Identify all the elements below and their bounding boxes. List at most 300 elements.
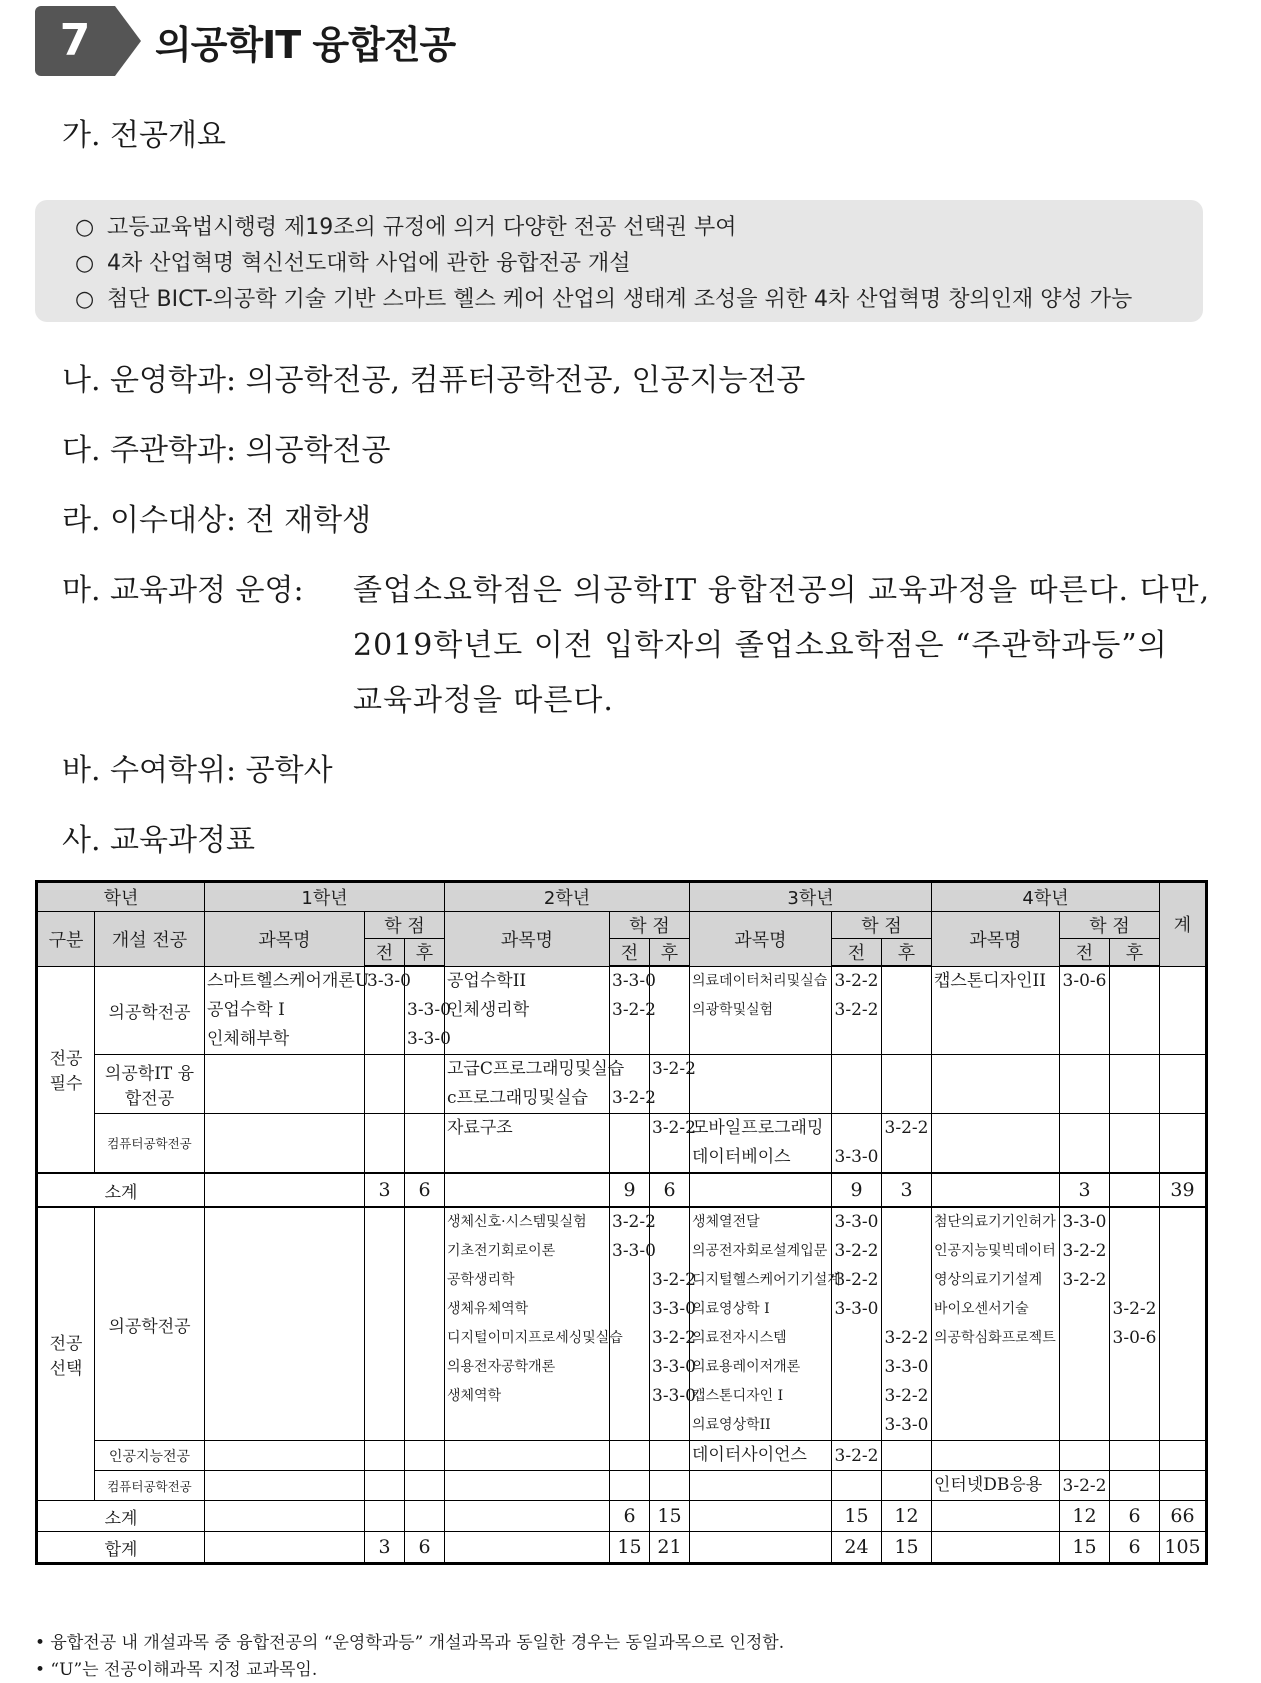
credit-cell: 6 (650, 1173, 690, 1207)
credit-line (834, 1025, 879, 1054)
credit-cell (882, 966, 932, 1055)
credit-line (612, 1295, 647, 1324)
course-line: 데이터베이스 (692, 1147, 791, 1167)
credit-cell: 21 (650, 1532, 690, 1564)
credit-cell (650, 1441, 690, 1471)
credit-cell (365, 1207, 405, 1441)
course-line: 의공학심화프로젝트 (934, 1330, 1056, 1346)
overview-item (75, 210, 737, 241)
course-line: 첨단의료기기인허가 (934, 1214, 1056, 1230)
course-line: 인체생리학 (447, 999, 530, 1020)
sem2-header: 후 (650, 939, 690, 967)
credit-line (652, 1237, 687, 1266)
credit-cell (650, 1114, 696, 1174)
credit-cell (1110, 966, 1160, 1055)
course-line: 인공지능및빅데이터 (934, 1243, 1056, 1259)
dept-cell: 의공학전공 (95, 1207, 205, 1441)
curriculum-table (35, 880, 1208, 1565)
total-cell: 105 (1160, 1532, 1207, 1564)
course-cell (932, 1207, 1060, 1441)
credit-line: 3-3-0 (407, 1000, 451, 1020)
course-line: 캡스톤디자인 I (692, 1388, 784, 1404)
credit-cell (610, 966, 656, 1055)
total-header: 계 (1160, 882, 1207, 967)
credit-line (884, 1025, 929, 1054)
course-line: c프로그래밍및실습 (447, 1088, 588, 1108)
credit-line (1112, 1353, 1157, 1382)
year3-header: 3학년 (690, 882, 932, 912)
credit-line (652, 1025, 687, 1054)
credit-line (1112, 1411, 1157, 1440)
credit-line: 3-2-2 (834, 1241, 879, 1261)
credit-line (834, 1353, 879, 1382)
footnote: • 융합전공 내 개설과목 중 융합전공의 “운영학과등” 개설과목과 동일한 경우는 동일과목으로 인정함. (35, 1633, 785, 1653)
credit-cell (405, 1471, 445, 1501)
credit-line (884, 1237, 929, 1266)
credit-line: 3-2-2 (652, 1118, 696, 1138)
credit-cell (1060, 1114, 1110, 1174)
credit-line: 3-2-2 (652, 1059, 696, 1079)
credit-cell: 6 (405, 1532, 445, 1564)
credit-line (612, 1143, 647, 1172)
course-line: 의공전자회로설계입문 (692, 1243, 828, 1259)
course-cell (690, 1114, 832, 1174)
credit-line: 3-2-2 (834, 1270, 879, 1290)
credit-cell: 12 (882, 1501, 932, 1532)
credit-line (407, 967, 442, 996)
course-cell (445, 1207, 623, 1441)
credit-cell (832, 1055, 882, 1114)
credit-line: 3-3-0 (367, 971, 411, 991)
course-line: 생체역학 (447, 1388, 502, 1404)
chapter-number-badge: 7 (35, 6, 115, 76)
header-row (37, 912, 1207, 939)
credit-line (1112, 967, 1157, 996)
credit-cell (650, 1471, 690, 1501)
credit-cell (832, 1114, 882, 1174)
course-cell (445, 1114, 610, 1174)
credit-cell: 3 (365, 1173, 405, 1207)
credit-cell: 3-2-2 (832, 1441, 882, 1471)
total-cell (1160, 1441, 1207, 1471)
credit-line: 3-2-2 (884, 1328, 929, 1348)
credit-cell (365, 966, 411, 1055)
course-line: 고급C프로그래밍및실습 (447, 1059, 625, 1079)
credit-line (1062, 1324, 1107, 1353)
course-cell (205, 966, 370, 1055)
course-line: 인체해부학 (207, 1028, 290, 1049)
course-cell (690, 1501, 832, 1532)
credit-line (1062, 1353, 1107, 1382)
course-cell (932, 966, 1060, 1055)
credit-cell: 15 (610, 1532, 650, 1564)
course-cell: 인터넷DB응용 (932, 1471, 1060, 1501)
table-row (37, 1471, 1207, 1501)
sem1-header: 전 (610, 939, 650, 967)
section-operating-depts: 나. 운영학과: 의공학전공, 컴퓨터공학전공, 인공지능전공 (62, 363, 806, 398)
subtotal-label: 소계 (37, 1501, 205, 1532)
header-row (37, 882, 1207, 912)
table-row (37, 1055, 1207, 1114)
sem1-header: 전 (365, 939, 405, 967)
overview-item (75, 282, 1132, 313)
course-line: 디지털헬스케어기기설계 (692, 1272, 841, 1288)
credit-cell (405, 1501, 445, 1532)
credit-line: 3-2-2 (652, 1270, 696, 1290)
overview-box (35, 200, 1203, 322)
credit-line: 3-2-2 (1112, 1299, 1157, 1319)
credit-line: 3-3-0 (1062, 1212, 1107, 1232)
course-cell (205, 1532, 365, 1564)
credit-line (834, 1324, 879, 1353)
circle-bullet-icon: ○ (75, 215, 95, 240)
section-degree: 바. 수여학위: 공학사 (62, 753, 333, 788)
course-cell (932, 1114, 1060, 1174)
credit-line: 3-3-0 (834, 1299, 879, 1319)
course-cell: 데이터사이언스 (690, 1441, 832, 1471)
credit-line: 3-2-2 (1062, 1270, 1107, 1290)
course-line: 캡스톤디자인II (934, 970, 1046, 991)
credit-line (367, 1025, 402, 1054)
credit-line: 3-3-0 (612, 1241, 656, 1261)
course-line (934, 1382, 1057, 1411)
credit-cell (610, 1441, 650, 1471)
total-row (37, 1532, 1207, 1564)
credit-cell (1110, 1441, 1160, 1471)
course-line: 공업수학II (447, 970, 527, 991)
overview-item-text: 4차 산업혁명 혁신선도대학 사업에 관한 융합전공 개설 (107, 251, 631, 276)
course-line (447, 1025, 607, 1054)
credit-cell: 6 (610, 1501, 650, 1532)
credit-cell: 3 (365, 1532, 405, 1564)
credit-cell: 15 (1060, 1532, 1110, 1564)
credit-line (1112, 996, 1157, 1025)
sem1-header: 전 (832, 939, 882, 967)
circle-bullet-icon: ○ (75, 251, 95, 276)
credit-line: 3-2-2 (612, 1212, 656, 1232)
credit-line: 3-3-0 (884, 1415, 929, 1435)
subtotal-label: 소계 (37, 1173, 205, 1207)
badge-arrow-icon (115, 6, 141, 76)
credit-line: 3-2-2 (884, 1118, 929, 1138)
course-cell (690, 1173, 832, 1207)
course-line: 의료데이터처리및실습 (692, 972, 828, 989)
table-row (37, 966, 1207, 1055)
total-cell: 39 (1160, 1173, 1207, 1207)
credit-cell (882, 1207, 932, 1441)
credit-line (612, 1114, 647, 1143)
credit-line (612, 1025, 647, 1054)
subtotal-row (37, 1173, 1207, 1207)
course-line (447, 1143, 607, 1172)
total-cell: 66 (1160, 1501, 1207, 1532)
credit-cell (832, 1207, 882, 1441)
credit-line: 3-3-0 (884, 1357, 929, 1377)
year4-header: 4학년 (932, 882, 1160, 912)
credit-cell (610, 1114, 650, 1174)
table-row (37, 1207, 1207, 1441)
curriculum-operation-line: 졸업소요학점은 의공학IT 융합전공의 교육과정을 따른다. 다만, (353, 573, 1211, 608)
section-overview-heading: 가. 전공개요 (62, 118, 226, 153)
course-cell (205, 1501, 365, 1532)
course-line: 생체신호·시스템및실험 (447, 1214, 587, 1230)
course-cell (932, 1055, 1060, 1114)
credit-line (1112, 1266, 1157, 1295)
course-cell (932, 1501, 1060, 1532)
table-row (37, 1114, 1207, 1174)
dept-cell: 의공학전공 (95, 966, 205, 1055)
course-cell (445, 1173, 610, 1207)
credit-line: 3-3-0 (652, 1357, 696, 1377)
credit-line (1062, 1382, 1107, 1411)
curriculum-operation-line: 교육과정을 따른다. (353, 683, 614, 718)
credit-line (1112, 1208, 1157, 1237)
credit-cell (365, 1501, 405, 1532)
section-eligibility: 라. 이수대상: 전 재학생 (62, 503, 372, 538)
credit-line (1112, 1237, 1157, 1266)
course-line: 디지털이미지프로세싱및실습 (447, 1330, 623, 1346)
credit-cell (1110, 1055, 1160, 1114)
credit-line: 3-3-0 (652, 1386, 696, 1406)
credit-line (652, 967, 687, 996)
section-managing-dept: 다. 주관학과: 의공학전공 (62, 433, 391, 468)
credit-line (612, 1266, 647, 1295)
total-cell (1160, 1055, 1207, 1114)
table-row (37, 1441, 1207, 1471)
course-line: 영상의료기기설계 (934, 1272, 1043, 1288)
credit-line: 3-2-2 (884, 1386, 929, 1406)
course-line (447, 1411, 607, 1440)
course-cell (445, 966, 610, 1055)
credit-line (884, 1295, 929, 1324)
course-cell (445, 1532, 610, 1564)
course-line: 모바일프로그래밍 (692, 1118, 824, 1138)
credit-line (834, 1382, 879, 1411)
credit-line (652, 996, 687, 1025)
course-line: 공학생리학 (447, 1272, 515, 1288)
dept-cell: 컴퓨터공학전공 (95, 1114, 205, 1174)
credit-header: 학 점 (610, 912, 690, 939)
credit-cell (365, 1114, 405, 1174)
course-cell (205, 1441, 365, 1471)
sem2-header: 후 (405, 939, 445, 967)
credit-line (612, 1382, 647, 1411)
course-cell (445, 1471, 610, 1501)
course-line: 스마트헬스케어개론U (207, 970, 370, 991)
credit-line (884, 1143, 929, 1172)
credit-cell: 12 (1060, 1501, 1110, 1532)
credit-cell (405, 1055, 445, 1114)
course-line: 의료용레이저개론 (692, 1359, 801, 1375)
course-cell (205, 1173, 365, 1207)
credit-cell: 9 (610, 1173, 650, 1207)
course-line (934, 1353, 1057, 1382)
credit-cell: 6 (1110, 1501, 1160, 1532)
credit-cell (610, 1471, 650, 1501)
credit-cell: 15 (650, 1501, 690, 1532)
credit-line (652, 1411, 687, 1440)
course-line: 의료영상학 I (692, 1301, 770, 1317)
credit-line (1062, 1295, 1107, 1324)
credit-cell (1060, 1207, 1110, 1441)
credit-cell (1110, 1207, 1160, 1441)
course-cell (690, 1471, 832, 1501)
course-cell (445, 1441, 610, 1471)
credit-line (652, 1208, 687, 1237)
credit-line: 3-2-2 (612, 1088, 656, 1108)
course-line: 기초전기회로이론 (447, 1243, 556, 1259)
course-line: 의료전자시스템 (692, 1330, 787, 1346)
division-header: 구분 (37, 912, 95, 967)
dept-cell: 인공지능전공 (95, 1441, 205, 1471)
sem1-header: 전 (1060, 939, 1110, 967)
credit-cell (1060, 1055, 1110, 1114)
course-cell (932, 1441, 1060, 1471)
credit-line (884, 967, 929, 996)
credit-line: 3-2-2 (834, 1000, 879, 1020)
course-line: 의광학및실험 (692, 1001, 774, 1018)
credit-line (884, 996, 929, 1025)
credit-cell: 9 (832, 1173, 882, 1207)
course-cell (690, 1055, 832, 1114)
course-cell (690, 1532, 832, 1564)
course-cell (205, 1471, 365, 1501)
credit-header: 학 점 (832, 912, 932, 939)
course-line (934, 1025, 1057, 1054)
credit-cell (832, 1471, 882, 1501)
course-cell (205, 1055, 365, 1114)
credit-line (1062, 996, 1107, 1025)
credit-cell: 15 (882, 1532, 932, 1564)
credit-line (884, 1208, 929, 1237)
course-line: 의료영상학II (692, 1417, 771, 1433)
course-line: 공업수학 I (207, 999, 285, 1020)
total-cell (1160, 1114, 1207, 1174)
credit-cell (365, 1441, 405, 1471)
total-cell (1160, 1207, 1207, 1441)
footnote: • “U”는 전공이해과목 지정 교과목임. (35, 1660, 318, 1680)
course-cell (932, 1173, 1060, 1207)
year2-header: 2학년 (445, 882, 690, 912)
course-cell (445, 1055, 625, 1114)
year1-header: 1학년 (205, 882, 445, 912)
credit-line: 3-2-2 (612, 1000, 656, 1020)
course-line (692, 1025, 829, 1054)
section-curriculum-table-heading: 사. 교육과정표 (62, 823, 255, 858)
credit-cell (1110, 1114, 1160, 1174)
course-cell (205, 1114, 365, 1174)
chapter-title: 의공학IT 융합전공 (155, 23, 456, 67)
credit-line: 3-3-0 (407, 1029, 451, 1049)
credit-line: 3-2-2 (652, 1328, 696, 1348)
total-cell (1160, 966, 1207, 1055)
course-cell (445, 1501, 610, 1532)
section-curriculum-operation-label: 마. 교육과정 운영: (62, 573, 304, 608)
credit-line (612, 1353, 647, 1382)
credit-line (834, 1411, 879, 1440)
credit-cell (882, 1471, 932, 1501)
credit-line (1112, 1025, 1157, 1054)
dept-cell: 의공학IT 융합전공 (95, 1055, 205, 1114)
credit-cell (1060, 966, 1110, 1055)
elective-label: 전공 선택 (37, 1207, 95, 1501)
credit-cell: 15 (832, 1501, 882, 1532)
overview-item-text: 고등교육법시행령 제19조의 규정에 의거 다양한 전공 선택권 부여 (107, 215, 737, 240)
course-line: 생체열전달 (692, 1214, 760, 1230)
credit-cell: 3 (882, 1173, 932, 1207)
course-line: 생체유체역학 (447, 1301, 529, 1317)
course-cell (205, 1207, 365, 1441)
credit-cell (365, 1471, 405, 1501)
course-line: 바이오센서기술 (934, 1301, 1029, 1317)
credit-line: 3-3-0 (834, 1212, 879, 1232)
credit-cell: 6 (1110, 1532, 1160, 1564)
credit-cell (405, 1441, 445, 1471)
credit-cell: 3-2-2 (1060, 1471, 1110, 1501)
credit-cell (1110, 1173, 1160, 1207)
subtotal-row (37, 1501, 1207, 1532)
credit-line: 3-3-0 (612, 971, 656, 991)
credit-cell (882, 1114, 932, 1174)
credit-cell (1110, 1471, 1160, 1501)
credit-cell (405, 1207, 445, 1441)
course-line: 자료구조 (447, 1118, 513, 1138)
total-cell (1160, 1471, 1207, 1501)
credit-line (1062, 1411, 1107, 1440)
course-line: 의용전자공학개론 (447, 1359, 556, 1375)
credit-cell (610, 1207, 656, 1441)
credit-cell: 24 (832, 1532, 882, 1564)
credit-cell (882, 1055, 932, 1114)
course-line (934, 996, 1057, 1025)
dept-cell: 컴퓨터공학전공 (95, 1471, 205, 1501)
credit-cell (365, 1055, 405, 1114)
credit-line (612, 1411, 647, 1440)
course-header: 과목명 (690, 912, 832, 967)
course-cell (690, 966, 832, 1055)
credit-header: 학 점 (1060, 912, 1160, 939)
curriculum-operation-line: 2019학년도 이전 입학자의 졸업소요학점은 “주관학과등”의 (353, 628, 1168, 663)
course-header: 과목명 (932, 912, 1060, 967)
credit-cell (882, 1441, 932, 1471)
credit-line: 3-0-6 (1062, 971, 1107, 991)
course-header: 과목명 (205, 912, 365, 967)
credit-cell: 3 (1060, 1173, 1110, 1207)
credit-line (1062, 1025, 1107, 1054)
credit-line (367, 996, 402, 1025)
dept-header: 개설 전공 (95, 912, 205, 967)
credit-header: 학 점 (365, 912, 445, 939)
credit-line: 3-2-2 (834, 971, 879, 991)
credit-line (652, 1084, 687, 1113)
sem2-header: 후 (1110, 939, 1160, 967)
credit-line: 3-3-0 (834, 1147, 879, 1167)
credit-cell (1060, 1441, 1110, 1471)
credit-cell: 6 (405, 1173, 445, 1207)
credit-line: 3-2-2 (1062, 1241, 1107, 1261)
sem2-header: 후 (882, 939, 932, 967)
credit-cell (832, 966, 882, 1055)
credit-line: 3-0-6 (1112, 1328, 1157, 1348)
course-cell (690, 1207, 841, 1441)
credit-line (652, 1143, 687, 1172)
course-line (934, 1411, 1057, 1440)
credit-line (1112, 1382, 1157, 1411)
course-cell (932, 1532, 1060, 1564)
grade-header: 학년 (37, 882, 205, 912)
required-label: 전공 필수 (37, 966, 95, 1173)
overview-item-text: 첨단 BICT-의공학 기술 기반 스마트 헬스 케어 산업의 생태계 조성을 위한 4차 산업혁명 창의인재 양성 가능 (107, 287, 1133, 312)
